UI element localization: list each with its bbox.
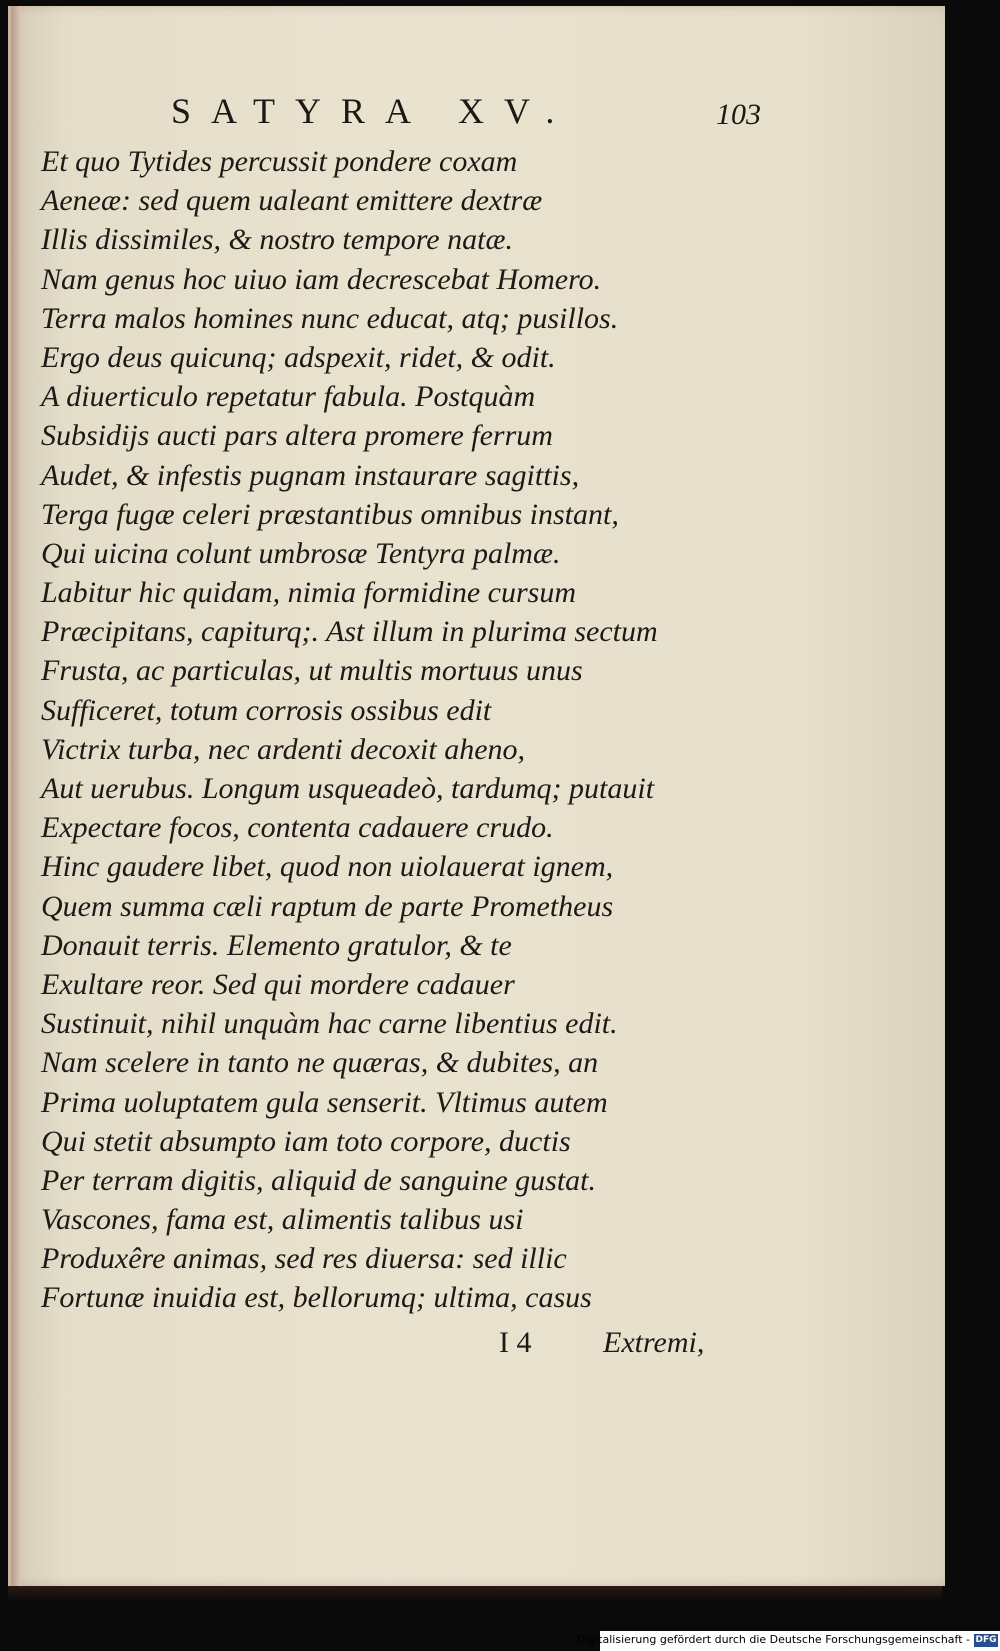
verse-line: Qui stetit absumpto iam toto corpore, ductis (41, 1124, 571, 1158)
verse-line: Hinc gaudere libet, quod non uiolauerat ignem, (41, 850, 614, 884)
verse-line: Audet, & infestis pugnam instaurare sagittis, (41, 458, 580, 492)
verse-line: Produxêre animas, sed res diuersa: sed illic (41, 1242, 567, 1276)
verse-block (41, 142, 681, 1318)
verse-line: A diuerticulo repetatur fabula. Postquàm (41, 380, 536, 414)
verse-line: Et quo Tytides percussit pondere coxam (41, 145, 518, 178)
verse-line: Labitur hic quidam, nimia formidine cursum (41, 576, 577, 610)
verse-line: Ergo deus quicunq; adspexit, ridet, & odit. (41, 340, 556, 374)
verse-line: Quem summa cæli raptum de parte Prometheus (41, 889, 614, 923)
verse-line: Expectare focos, contenta cadauere crudo. (41, 811, 554, 845)
verse-line: Nam scelere in tanto ne quæras, & dubites, an (41, 1046, 599, 1080)
book-page (8, 6, 945, 1586)
verse-line: Nam genus hoc uiuo iam decrescebat Homero. (41, 262, 602, 296)
verse-line: Sustinuit, nihil unquàm hac carne libentius edit. (41, 1007, 618, 1041)
verse-line: Aut uerubus. Longum usqueadeò, tardumq; putauit (41, 772, 655, 805)
verse-line: Qui uicina colunt umbrosæ Tentyra palmæ. (41, 536, 561, 570)
verse-line: Victrix turba, nec ardenti decoxit aheno, (41, 732, 526, 766)
running-header: SATYRA XV. (171, 91, 575, 131)
page-number: 103 (716, 98, 761, 131)
page-edge-shadow (8, 1586, 942, 1602)
verse-line: Vascones, fama est, alimentis talibus usi (41, 1203, 524, 1237)
funding-credit: Digitalisierung gefördert durch die Deutsche Forschungsgemeinschaft - (576, 1633, 970, 1646)
page-spine (11, 6, 21, 1586)
verse-line: Frusta, ac particulas, ut multis mortuus unus (41, 654, 583, 688)
verse-line: Subsidijs aucti pars altera promere ferrum (41, 419, 553, 453)
verse-line: Terra malos homines nunc educat, atq; pusillos. (41, 301, 619, 335)
verse-line: Per terram digitis, aliquid de sanguine gustat. (41, 1163, 596, 1197)
verse-line: Terga fugæ celeri præstantibus omnibus instant, (41, 497, 619, 531)
verse-line: Prima uoluptatem gula senserit. Vltimus autem (41, 1085, 608, 1119)
signature-mark: I 4 (499, 1326, 532, 1359)
verse-line: Donauit terris. Elemento gratulor, & te (41, 928, 512, 962)
verse-line: Sufficeret, totum corrosis ossibus edit (41, 693, 492, 727)
verse-line: Exultare reor. Sed qui mordere cadauer (41, 967, 515, 1001)
dfg-logo: DFG (975, 1635, 997, 1645)
verse-line: Præcipitans, capiturq;. Ast illum in plurima sectum (41, 615, 658, 649)
catchword: Extremi, (603, 1326, 705, 1359)
verse-line: Aeneæ: sed quem ualeant emittere dextræ (41, 184, 543, 218)
verse-line: Fortunæ inuidia est, bellorumq; ultima, casus (41, 1281, 592, 1315)
verse-line: Illis dissimiles, & nostro tempore natæ. (41, 223, 513, 257)
